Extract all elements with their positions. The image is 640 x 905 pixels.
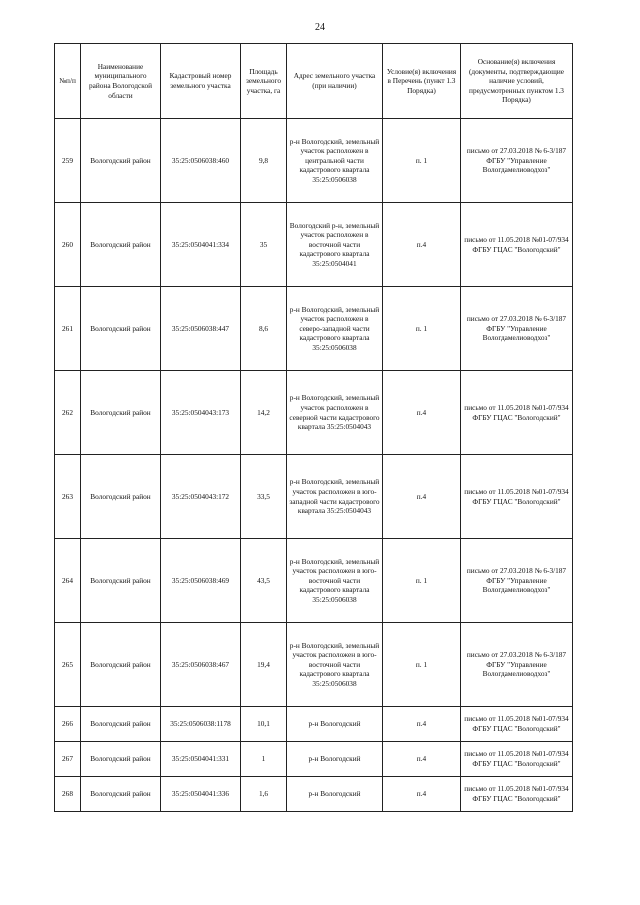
cell-district: Вологодский район <box>81 119 161 203</box>
cell-condition: п.4 <box>383 203 461 287</box>
cell-address: р-н Вологодский <box>287 777 383 812</box>
cell-condition: п.4 <box>383 742 461 777</box>
cell-district: Вологодский район <box>81 203 161 287</box>
table-row <box>55 371 573 455</box>
cell-cadastral: 35:25:0506038:447 <box>161 287 241 371</box>
cell-area: 14,2 <box>241 371 287 455</box>
cell-basis: письмо от 27.03.2018 № 6-3/187 ФГБУ "Управление Вологдамелиоводхоз" <box>461 623 573 707</box>
cell-condition: п. 1 <box>383 539 461 623</box>
header-address: Адрес земельного участка (при наличии) <box>287 44 383 119</box>
cell-cadastral: 35:25:0504041:331 <box>161 742 241 777</box>
table-row <box>55 455 573 539</box>
cell-address: р-н Вологодский, земельный участок расположен в северной части кадастрового квартала 35:25:0504043 <box>287 371 383 455</box>
header-num: №п/п <box>55 44 81 119</box>
cell-area: 35 <box>241 203 287 287</box>
cell-address: р-н Вологодский <box>287 742 383 777</box>
cell-cadastral: 35:25:0504043:173 <box>161 371 241 455</box>
table-row <box>55 707 573 742</box>
cell-cadastral: 35:25:0506038:469 <box>161 539 241 623</box>
cell-area: 33,5 <box>241 455 287 539</box>
cell-condition: п. 1 <box>383 287 461 371</box>
cell-basis: письмо от 11.05.2018 №01-07/934 ФГБУ ГЦАС "Вологодский" <box>461 777 573 812</box>
table-row <box>55 539 573 623</box>
header-area: Площадь земельного участка, га <box>241 44 287 119</box>
cell-area: 1 <box>241 742 287 777</box>
cell-condition: п.4 <box>383 455 461 539</box>
cell-district: Вологодский район <box>81 287 161 371</box>
cell-basis: письмо от 11.05.2018 №01-07/934 ФГБУ ГЦАС "Вологодский" <box>461 203 573 287</box>
cell-num: 265 <box>55 623 81 707</box>
cell-num: 268 <box>55 777 81 812</box>
cell-area: 19,4 <box>241 623 287 707</box>
cell-num: 267 <box>55 742 81 777</box>
cell-area: 10,1 <box>241 707 287 742</box>
cell-cadastral: 35:25:0504041:336 <box>161 777 241 812</box>
table-row <box>55 287 573 371</box>
land-plots-table <box>54 43 573 812</box>
table-row <box>55 623 573 707</box>
cell-basis: письмо от 27.03.2018 № 6-3/187 ФГБУ "Управление Вологдамелиоводхоз" <box>461 119 573 203</box>
cell-num: 259 <box>55 119 81 203</box>
cell-cadastral: 35:25:0506038:460 <box>161 119 241 203</box>
cell-cadastral: 35:25:0506038:1178 <box>161 707 241 742</box>
cell-condition: п. 1 <box>383 623 461 707</box>
cell-address: р-н Вологодский <box>287 707 383 742</box>
header-basis: Основание(я) включения (документы, подтверждающие наличие условий, предусмотренных пунктом 1.3 Порядка) <box>461 44 573 119</box>
cell-num: 266 <box>55 707 81 742</box>
cell-condition: п. 1 <box>383 119 461 203</box>
cell-address: р-н Вологодский, земельный участок расположен в юго-восточной части кадастрового квартала 35:25:0506038 <box>287 623 383 707</box>
cell-district: Вологодский район <box>81 539 161 623</box>
cell-num: 262 <box>55 371 81 455</box>
cell-address: р-н Вологодский, земельный участок расположен в юго-восточной части кадастрового квартала 35:25:0506038 <box>287 539 383 623</box>
cell-district: Вологодский район <box>81 742 161 777</box>
cell-condition: п.4 <box>383 777 461 812</box>
cell-area: 8,6 <box>241 287 287 371</box>
cell-district: Вологодский район <box>81 707 161 742</box>
cell-cadastral: 35:25:0504041:334 <box>161 203 241 287</box>
cell-district: Вологодский район <box>81 455 161 539</box>
cell-area: 9,8 <box>241 119 287 203</box>
table-header-row <box>55 44 573 119</box>
header-cadastral: Кадастровый номер земельного участка <box>161 44 241 119</box>
cell-district: Вологодский район <box>81 371 161 455</box>
cell-num: 263 <box>55 455 81 539</box>
table-row <box>55 119 573 203</box>
header-district: Наименование муниципального района Вологодской области <box>81 44 161 119</box>
cell-num: 260 <box>55 203 81 287</box>
cell-basis: письмо от 27.03.2018 № 6-3/187 ФГБУ "Управление Вологдамелиоводхоз" <box>461 287 573 371</box>
table-row <box>55 742 573 777</box>
cell-cadastral: 35:25:0504043:172 <box>161 455 241 539</box>
cell-district: Вологодский район <box>81 777 161 812</box>
cell-basis: письмо от 11.05.2018 №01-07/934 ФГБУ ГЦАС "Вологодский" <box>461 742 573 777</box>
cell-district: Вологодский район <box>81 623 161 707</box>
page-number: 24 <box>315 22 325 33</box>
cell-num: 264 <box>55 539 81 623</box>
cell-basis: письмо от 11.05.2018 №01-07/934 ФГБУ ГЦАС "Вологодский" <box>461 707 573 742</box>
cell-address: р-н Вологодский, земельный участок расположен в центральной части кадастрового квартала 35:25:0506038 <box>287 119 383 203</box>
cell-area: 43,5 <box>241 539 287 623</box>
table-row <box>55 203 573 287</box>
cell-basis: письмо от 27.03.2018 № 6-3/187 ФГБУ "Управление Вологдамелиоводхоз" <box>461 539 573 623</box>
cell-basis: письмо от 11.05.2018 №01-07/934 ФГБУ ГЦАС "Вологодский" <box>461 371 573 455</box>
table-row <box>55 777 573 812</box>
cell-area: 1,6 <box>241 777 287 812</box>
cell-condition: п.4 <box>383 707 461 742</box>
header-condition: Условие(я) включения в Перечень (пункт 1.3 Порядка) <box>383 44 461 119</box>
cell-condition: п.4 <box>383 371 461 455</box>
cell-cadastral: 35:25:0506038:467 <box>161 623 241 707</box>
cell-basis: письмо от 11.05.2018 №01-07/934 ФГБУ ГЦАС "Вологодский" <box>461 455 573 539</box>
cell-address: р-н Вологодский, земельный участок расположен в северо-западной части кадастрового квартала 35:25:0506038 <box>287 287 383 371</box>
cell-address: Вологодский р-н, земельный участок расположен в восточной части кадастрового квартала 35:25:0504041 <box>287 203 383 287</box>
cell-num: 261 <box>55 287 81 371</box>
cell-address: р-н Вологодский, земельный участок расположен в юго-западной части кадастрового квартала 35:25:0504043 <box>287 455 383 539</box>
